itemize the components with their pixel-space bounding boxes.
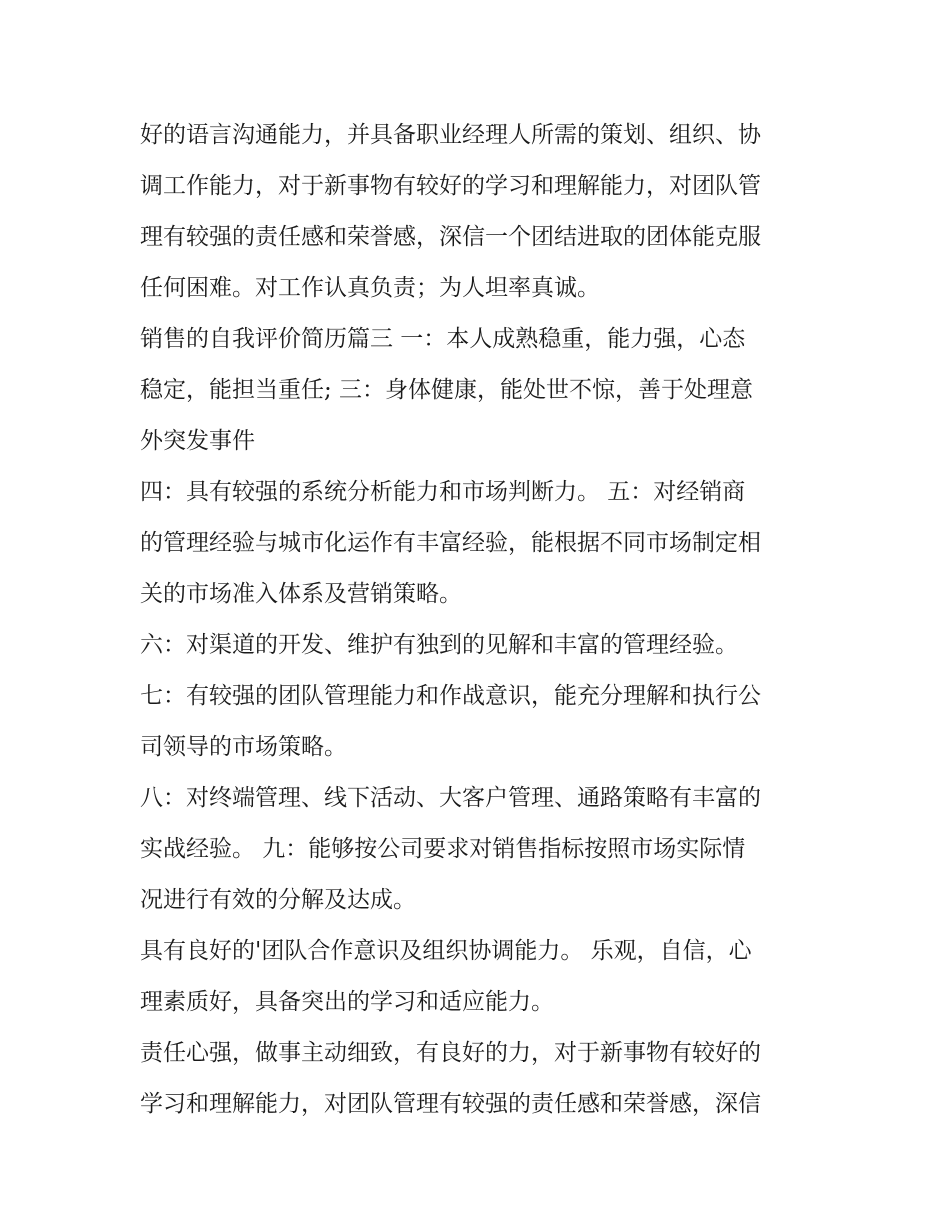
text-line: 好的语言沟通能力，并具备职业经理人所需的策划、组织、协 [140,122,761,148]
text-line: 八：对终端管理、线下活动、大客户管理、通路策略有丰富的 [140,785,761,811]
text-line: 任何困难。对工作认真负责；为人坦率真诚。 [140,275,600,301]
body-text [140,110,820,1130]
text-line: 六：对渠道的开发、维护有独到的见解和丰富的管理经验。 [140,632,738,658]
text-line: 理有较强的责任感和荣誉感，深信一个团结进取的团体能克服 [140,224,761,250]
text-line: 关的市场准入体系及营销策略。 [140,581,462,607]
text-line: 的管理经验与城市化运作有丰富经验，能根据不同市场制定相 [140,530,761,556]
text-line: 外突发事件 [140,428,255,454]
text-line: 稳定，能担当重任; 三：身体健康，能处世不惊，善于处理意 [140,377,754,403]
text-line: 四：具有较强的系统分析能力和市场判断力。 五：对经销商 [140,479,746,505]
text-line: 司领导的市场策略。 [140,734,347,760]
text-line: 责任心强，做事主动细致，有良好的力，对于新事物有较好的 [140,1040,761,1066]
text-line: 实战经验。 九：能够按公司要求对销售指标按照市场实际情 [140,836,746,862]
text-line: 具有良好的'团队合作意识及组织协调能力。 乐观，自信，心 [140,938,752,964]
text-line: 七：有较强的团队管理能力和作战意识，能充分理解和执行公 [140,683,761,709]
text-line: 理素质好，具备突出的学习和适应能力。 [140,989,554,1015]
text-line: 调工作能力，对于新事物有较好的学习和理解能力，对团队管 [140,173,761,199]
text-line: 学习和理解能力，对团队管理有较强的责任感和荣誉感，深信 [140,1091,761,1117]
text-line: 销售的自我评价简历篇三 一：本人成熟稳重，能力强，心态 [140,326,746,352]
text-line: 况进行有效的分解及达成。 [140,887,416,913]
